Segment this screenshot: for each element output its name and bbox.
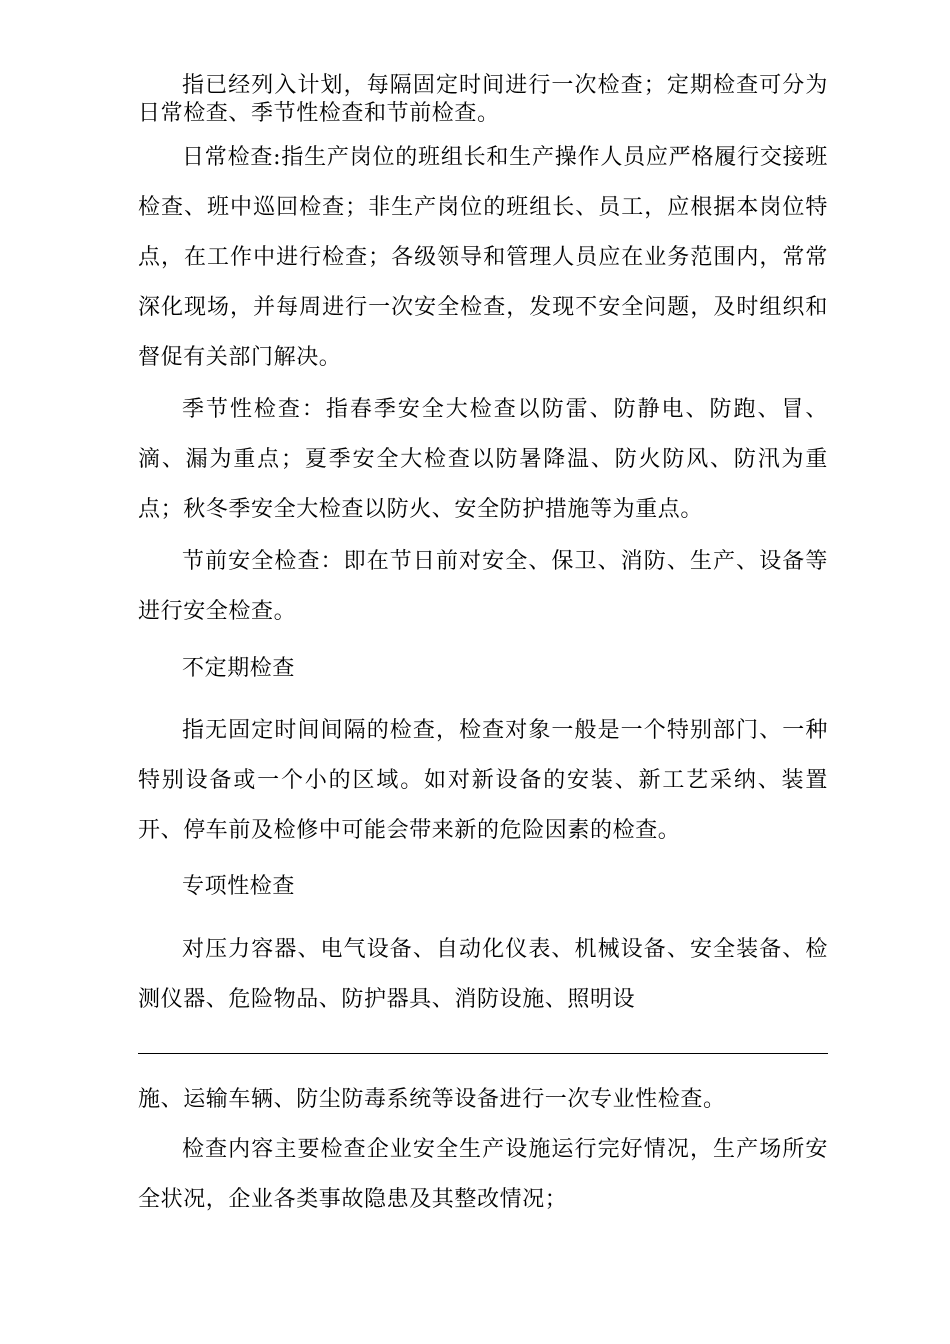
paragraph-irregular-inspection: 指无固定时间间隔的检查，检查对象一般是一个特别部门、一种特别设备或一个小的区域。如对新设备的安装、新工艺采纳、装置开、停车前及检修中可能会带来新的危险因素的检查。 [138,718,828,843]
heading-irregular-inspection: 不定期检查 [182,656,296,681]
paragraph-daily-inspection: 日常检查:指生产岗位的班组长和生产操作人员应严格履行交接班检查、班中巡回检查；非生产岗位的班组长、员工，应根据本岗位特点，在工作中进行检查；各级领导和管理人员应在业务范围内，常常深化现场，并每周进行一次安全检查，发现不安全问题，及时组织和督促有关部门解决。 [138,145,828,370]
paragraph-pre-holiday-inspection: 节前安全检查：即在节日前对安全、保卫、消防、生产、设备等进行安全检查。 [138,549,828,624]
paragraph-inspection-content: 检查内容主要检查企业安全生产设施运行完好情况，生产场所安全状况，企业各类事故隐患及其整改情况； [138,1137,828,1212]
page-divider-line [138,1053,828,1054]
heading-special-inspection: 专项性检查 [182,874,296,899]
paragraph-seasonal-inspection: 季节性检查：指春季安全大检查以防雷、防静电、防跑、冒、滴、漏为重点；夏季安全大检查以防暑降温、防火防风、防汛为重点；秋冬季安全大检查以防火、安全防护措施等为重点。 [138,397,828,522]
paragraph-periodic-inspection-intro: 指已经列入计划，每隔固定时间进行一次检查；定期检查可分为日常检查、季节性检查和节前检查。 [138,73,828,126]
paragraph-special-inspection-part1: 对压力容器、电气设备、自动化仪表、机械设备、安全装备、检测仪器、危险物品、防护器具、消防设施、照明设 [138,937,828,1012]
paragraph-special-inspection-part2: 施、运输车辆、防尘防毒系统等设备进行一次专业性检查。 [138,1087,726,1112]
